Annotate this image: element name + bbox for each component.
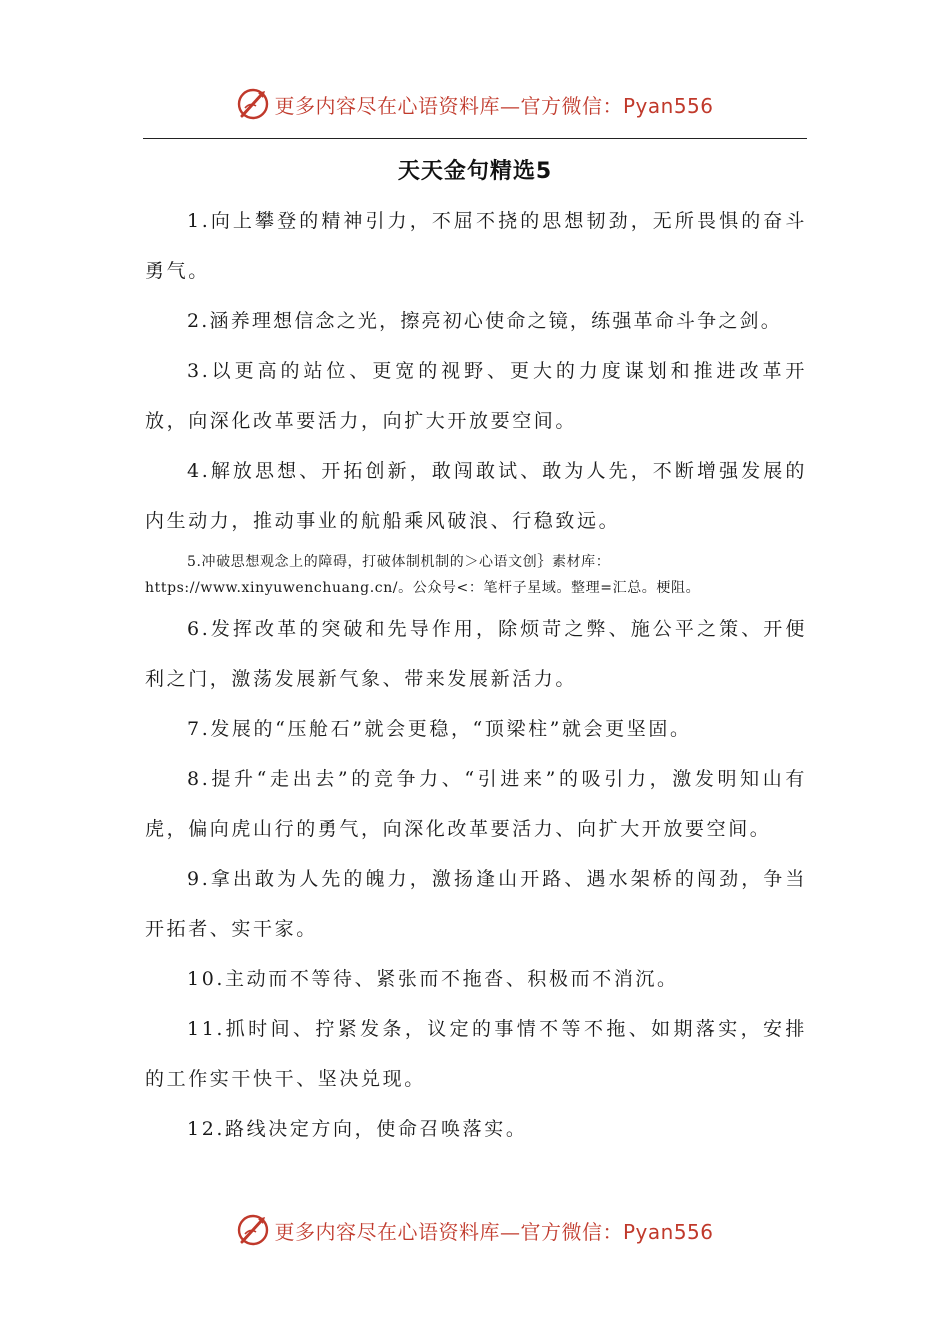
list-item: 4.解放思想、开拓创新，敢闯敢试、敢为人先，不断增强发展的内生动力，推动事业的航船乘风破浪、行稳致远。 (145, 460, 807, 532)
header-divider (143, 138, 807, 139)
list-item: 8.提升“走出去”的竞争力、“引进来”的吸引力，激发明知山有虎，偏向虎山行的勇气，向深化改革要活力、向扩大开放要空间。 (145, 768, 807, 840)
list-item: 11.抓时间、拧紧发条，议定的事情不等不拖、如期落实，安排的工作实干快干、坚决兑现。 (145, 1018, 807, 1090)
footer-banner (0, 1208, 950, 1252)
banner-slogan: 更多内容尽在心语资料库—官方微信： (274, 1219, 623, 1244)
footer-banner-text (274, 1216, 713, 1245)
page-title: 天天金句精选5 (397, 159, 553, 184)
pen-logo-icon (236, 87, 270, 121)
header-banner-text (274, 90, 713, 119)
list-item: 6.发挥改革的突破和先导作用，除烦苛之弊、施公平之策、开便利之门，激荡发展新气象、带来发展新活力。 (145, 618, 807, 690)
document-body (145, 196, 807, 1154)
list-item-note: 5.冲破思想观念上的障碍，打破体制机制的＞心语文创｝素材库：https://www.xinyuwenchuang.cn/。公众号<：笔杆子星域。整理=汇总。梗阻。 (145, 554, 701, 596)
list-item: 1.向上攀登的精神引力，不屈不挠的思想韧劲，无所畏惧的奋斗勇气。 (145, 210, 807, 282)
banner-contact: Pyan556 (622, 1219, 714, 1244)
banner-slogan: 更多内容尽在心语资料库—官方微信： (274, 93, 623, 118)
list-item: 12.路线决定方向，使命召唤落实。 (187, 1118, 528, 1140)
list-item: 7.发展的“压舱石”就会更稳，“顶梁柱”就会更坚固。 (187, 718, 692, 740)
pen-logo-icon (236, 1213, 270, 1247)
banner-contact: Pyan556 (622, 93, 714, 118)
list-item: 10.主动而不等待、紧张而不拖沓、积极而不消沉。 (187, 968, 679, 990)
list-item: 3.以更高的站位、更宽的视野、更大的力度谋划和推进改革开放，向深化改革要活力，向扩大开放要空间。 (145, 360, 807, 432)
list-item: 9.拿出敢为人先的魄力，激扬逢山开路、遇水架桥的闯劲，争当开拓者、实干家。 (145, 868, 807, 940)
header-banner (0, 82, 950, 126)
list-item: 2.涵养理想信念之光，擦亮初心使命之镜，练强革命斗争之剑。 (187, 310, 782, 332)
